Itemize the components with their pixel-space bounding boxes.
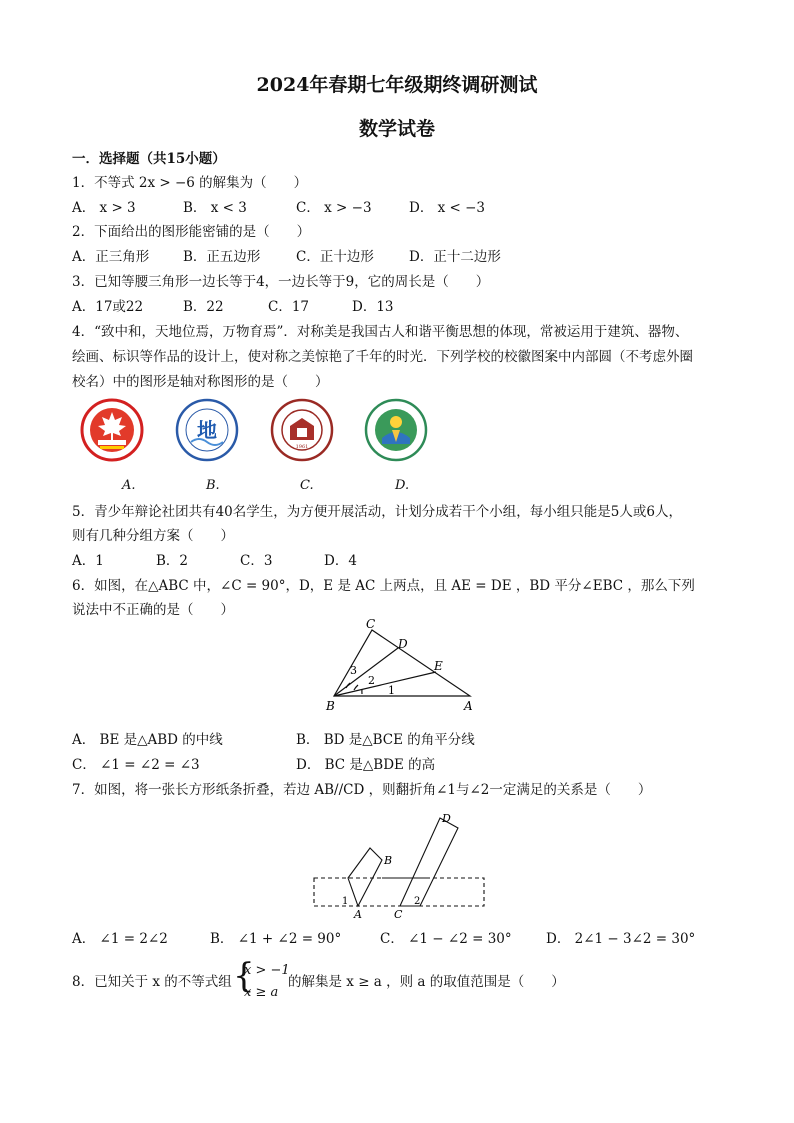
q1-option-a: A． x > 3 bbox=[72, 200, 136, 216]
badge-a-caption: A. bbox=[122, 478, 136, 493]
section-heading: 一．选择题（共15小题） bbox=[72, 151, 226, 167]
q3-option-d: D．13 bbox=[352, 299, 394, 315]
q7-option-d: D． 2∠1 − 3∠2 = 30° bbox=[546, 931, 696, 947]
page-title: 2024年春期七年级期终调研测试 bbox=[256, 74, 538, 96]
q5-line1: 5．青少年辩论社团共有40名学生，为方便开展活动，计划分成若干个小组，每小组只能是5人或6人， bbox=[72, 504, 682, 520]
q3-option-a: A．17或22 bbox=[72, 299, 144, 315]
q7-option-c: C． ∠1 − ∠2 = 30° bbox=[380, 931, 512, 947]
badge-c-year: 1961 bbox=[295, 444, 309, 450]
q5-option-a: A．1 bbox=[72, 553, 104, 569]
q6-option-c: C． ∠1 = ∠2 = ∠3 bbox=[72, 757, 200, 773]
q8-stem-prefix: 8．已知关于 x 的不等式组 bbox=[72, 974, 232, 990]
q3-stem: 3．已知等腰三角形一边长等于4，一边长等于9，它的周长是（ ） bbox=[72, 274, 490, 290]
fig6-label-c: C bbox=[366, 618, 376, 631]
q1-option-c: C． x > −3 bbox=[296, 200, 372, 216]
fig7-angle-1: 1 bbox=[342, 896, 349, 907]
badge-d-caption: D. bbox=[395, 478, 410, 493]
q7-stem: 7．如图，将一张长方形纸条折叠，若边 AB//CD ，则翻折角∠1与∠2一定满足的关系是（ ） bbox=[72, 782, 652, 798]
q1-option-d: D． x < −3 bbox=[409, 200, 486, 216]
q1-stem: 1．不等式 2x > −6 的解集为（ ） bbox=[72, 175, 308, 191]
system-brace-icon: { bbox=[233, 956, 255, 996]
school-badge-b-image bbox=[175, 398, 239, 462]
q3-option-c: C．17 bbox=[268, 299, 310, 315]
q6-line1: 6．如图，在△ABC 中，∠C = 90°，D，E 是 AC 上两点，且 AE = DE ，BD 平分∠EBC ，那么下列 bbox=[72, 578, 695, 594]
fig7-label-d: D bbox=[442, 812, 451, 825]
q2-option-d: D．正十二边形 bbox=[409, 249, 501, 265]
q5-option-d: D．4 bbox=[324, 553, 357, 569]
fig6-label-d: D bbox=[398, 637, 408, 651]
q6-option-d: D． BC 是△BDE 的高 bbox=[296, 757, 436, 773]
q8-stem-suffix: 的解集是 x ≥ a ，则 a 的取值范围是（ ） bbox=[288, 974, 565, 990]
q1-option-b: B． x < 3 bbox=[183, 200, 247, 216]
fig6-angle-3: 3 bbox=[350, 664, 357, 677]
q4-line1: 4．“致中和，天地位焉，万物育焉”．对称美是我国古人和谐平衡思想的体现，常被运用于建筑、器物、 bbox=[72, 324, 689, 340]
fig6-label-b: B bbox=[326, 699, 335, 713]
q4-line3: 校名）中的图形是轴对称图形的是（ ） bbox=[72, 374, 329, 390]
q7-option-a: A． ∠1 = 2∠2 bbox=[72, 931, 168, 947]
fig7-label-a: A bbox=[354, 908, 362, 920]
badge-c-caption: C. bbox=[300, 478, 314, 493]
fig6-angle-1: 1 bbox=[388, 684, 395, 697]
q2-stem: 2．下面给出的图形能密铺的是（ ） bbox=[72, 224, 311, 240]
q5-option-c: C．3 bbox=[240, 553, 273, 569]
q5-option-b: B．2 bbox=[156, 553, 189, 569]
school-badge-a-image bbox=[80, 398, 144, 462]
folded-strip-figure bbox=[310, 810, 490, 920]
system-row-2: x ≥ a bbox=[244, 985, 279, 1000]
fig7-angle-2: 2 bbox=[414, 896, 421, 907]
system-row-1: x > −1 bbox=[244, 963, 290, 978]
q2-option-a: A．正三角形 bbox=[72, 249, 150, 265]
q4-line2: 绘画、标识等作品的设计上，使对称之美惊艳了千年的时光．下列学校的校徽图案中内部圆（不考虑外圈 bbox=[72, 349, 693, 365]
fig7-label-c: C bbox=[394, 908, 403, 920]
q2-option-b: B．正五边形 bbox=[183, 249, 261, 265]
page-subtitle: 数学试卷 bbox=[358, 118, 435, 140]
q6-option-b: B． BD 是△BCE 的角平分线 bbox=[296, 732, 475, 748]
school-badge-d-image bbox=[364, 398, 428, 462]
badge-b-glyph: 地 bbox=[197, 418, 217, 442]
fig7-label-b: B bbox=[384, 854, 393, 867]
triangle-figure bbox=[318, 618, 488, 714]
q7-option-b: B． ∠1 + ∠2 = 90° bbox=[210, 931, 342, 947]
badge-b-caption: B. bbox=[206, 478, 220, 493]
q6-line2: 说法中不正确的是（ ） bbox=[72, 602, 234, 618]
fig6-angle-2: 2 bbox=[368, 674, 375, 687]
q5-line2: 则有几种分组方案（ ） bbox=[72, 528, 234, 544]
q3-option-b: B．22 bbox=[183, 299, 224, 315]
fig6-label-e: E bbox=[434, 659, 443, 673]
q2-option-c: C．正十边形 bbox=[296, 249, 374, 265]
fig6-label-a: A bbox=[464, 699, 473, 713]
school-badge-c-image bbox=[270, 398, 334, 462]
q6-option-a: A． BE 是△ABD 的中线 bbox=[72, 732, 223, 748]
